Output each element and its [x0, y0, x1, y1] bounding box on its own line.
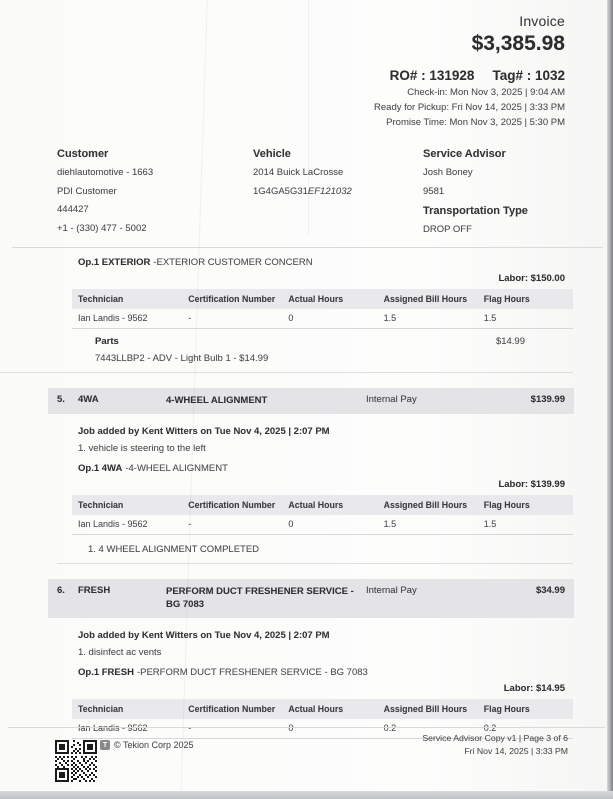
- labor-table-header-row: [72, 699, 573, 719]
- col-certification-number: Certification Number: [182, 495, 282, 515]
- col-actual-hours: Actual Hours: [282, 495, 377, 515]
- flag-hours-cell: 1.5: [478, 515, 573, 535]
- flag-hours-cell: 1.5: [478, 309, 573, 329]
- job-header-alignment: [48, 388, 574, 414]
- certification-cell: -: [182, 309, 282, 329]
- parts-total-row: [95, 336, 525, 347]
- labor-table-header-row: [72, 495, 573, 515]
- tech-story-line: 1. 4 WHEEL ALIGNMENT COMPLETED: [88, 543, 260, 555]
- op-line-freshener: [78, 667, 565, 678]
- invoice-total: $3,385.98: [471, 32, 565, 55]
- job-price: $34.99: [535, 584, 565, 596]
- col-flag-hours: Flag Hours: [478, 495, 573, 515]
- service-advisor-name: Josh Boney: [423, 167, 473, 178]
- job-pay-type: Internal Pay: [366, 584, 417, 596]
- promise-time: Promise Time: Mon Nov 3, 2025 | 5:30 PM: [386, 117, 565, 128]
- checkin-time: Check-in: Mon Nov 3, 2025 | 9:04 AM: [407, 87, 565, 98]
- col-flag-hours: Flag Hours: [478, 699, 573, 719]
- technician-cell: Ian Landis - 9562: [72, 515, 182, 535]
- qr-code-icon: [55, 740, 97, 782]
- labor-table-exterior: [72, 289, 573, 329]
- col-assigned-bill-hours: Assigned Bill Hours: [378, 289, 478, 309]
- job-added-by-line: Job added by Kent Witters on Tue Nov 4, 2025 | 2:07 PM: [78, 629, 330, 641]
- job-price: $139.99: [530, 393, 565, 405]
- vehicle-block: [253, 148, 423, 237]
- scan-streak: [308, 0, 309, 235]
- service-advisor-id: 9581: [423, 185, 445, 197]
- col-technician: Technician: [72, 495, 182, 515]
- job-header-freshener: [48, 579, 574, 618]
- labor-total-freshener: Labor: $14.95: [503, 682, 565, 694]
- ready-for-pickup-time: Ready for Pickup: Fri Nov 14, 2025 | 3:33 PM: [374, 102, 565, 113]
- labor-table-header-row: [72, 289, 573, 309]
- vehicle-vin: 1G4GA5G31EF121032: [253, 185, 352, 197]
- op-desc: -4-WHEEL ALIGNMENT: [125, 462, 228, 474]
- vehicle-model: 2014 Buick LaCrosse: [253, 167, 344, 178]
- customer-label: Customer: [57, 148, 109, 160]
- certification-cell: -: [182, 515, 282, 535]
- copyright-text: © Tekion Corp 2025: [114, 740, 194, 750]
- customer-phone: +1 - (330) 477 - 5002: [57, 222, 147, 234]
- section-separator: [57, 563, 573, 564]
- customer-number: 444427: [57, 204, 89, 215]
- printed-at-text: Fri Nov 14, 2025 | 3:33 PM: [464, 746, 568, 756]
- op-code: Op.1 4WA: [78, 462, 123, 474]
- col-assigned-bill-hours: Assigned Bill Hours: [378, 699, 478, 719]
- service-advisor-label: Service Advisor: [423, 148, 506, 160]
- labor-total-exterior: Labor: $150.00: [498, 272, 565, 284]
- customer-block: [57, 148, 253, 237]
- technician-cell: Ian Landis - 9562: [72, 309, 182, 329]
- footer-meta: [422, 732, 568, 758]
- job-title: PERFORM DUCT FRESHENER SERVICE - BG 7083: [166, 585, 354, 610]
- advisor-block: [423, 148, 573, 237]
- customer-name: PDI Customer: [57, 185, 117, 197]
- col-actual-hours: Actual Hours: [282, 289, 377, 309]
- parts-total: $14.99: [495, 335, 525, 347]
- job-added-by-line: Job added by Kent Witters on Tue Nov 4, 2025 | 2:07 PM: [78, 425, 330, 437]
- header-separator: [12, 247, 603, 248]
- labor-table-row: [72, 515, 573, 535]
- col-certification-number: Certification Number: [182, 289, 282, 309]
- vehicle-label: Vehicle: [253, 148, 291, 160]
- parts-section: [0, 336, 573, 373]
- job-number: 5.: [57, 393, 65, 405]
- customer-concern-line: 1. disinfect ac vents: [78, 646, 162, 658]
- scan-edge-right: [607, 0, 613, 799]
- copy-version-text: Service Advisor Copy v1 | Page 3 of 6: [422, 733, 568, 743]
- job-title: 4-WHEEL ALIGNMENT: [166, 394, 268, 406]
- actual-hours-cell: 0: [282, 309, 377, 329]
- op-code: Op.1 FRESH: [78, 666, 134, 678]
- invoice-title: Invoice: [519, 13, 565, 29]
- labor-total-alignment: Labor: $139.99: [498, 478, 565, 490]
- col-technician: Technician: [72, 699, 182, 719]
- op-line-alignment: [78, 463, 565, 474]
- job-code: 4WA: [78, 393, 99, 405]
- footer-copyright: [100, 732, 194, 758]
- actual-hours-cell: 0: [282, 515, 377, 535]
- labor-table-alignment: [72, 495, 573, 535]
- col-flag-hours: Flag Hours: [478, 289, 573, 309]
- assigned-bill-hours-cell: 1.5: [378, 309, 478, 329]
- op-desc: -EXTERIOR CUSTOMER CONCERN: [153, 256, 313, 268]
- op-line-exterior: [78, 257, 565, 268]
- assigned-bill-hours-cell: 1.5: [378, 515, 478, 535]
- col-certification-number: Certification Number: [182, 699, 282, 719]
- labor-table-row: [72, 309, 573, 329]
- footer-separator: [8, 727, 605, 728]
- invoice-header: [0, 13, 565, 128]
- job-pay-type: Internal Pay: [366, 393, 417, 405]
- ro-tag-line: [0, 68, 565, 83]
- tag-number: Tag# : 1032: [492, 68, 565, 83]
- op-code: Op.1 EXTERIOR: [78, 256, 151, 268]
- job-code: FRESH: [78, 584, 111, 596]
- customer-dealer: diehlautomotive - 1663: [57, 167, 154, 178]
- parties-section: [57, 148, 573, 237]
- col-assigned-bill-hours: Assigned Bill Hours: [378, 495, 478, 515]
- tekion-logo-icon: T: [100, 740, 110, 750]
- transportation-type-value: DROP OFF: [423, 223, 472, 235]
- job-number: 6.: [57, 584, 65, 596]
- transportation-type-label: Transportation Type: [423, 204, 528, 217]
- customer-concern-line: 1. vehicle is steering to the left: [78, 442, 206, 454]
- scan-edge-bottom: [0, 791, 613, 799]
- ro-number: RO# : 131928: [389, 68, 475, 83]
- col-technician: Technician: [72, 289, 182, 309]
- page-footer: [0, 727, 613, 758]
- col-actual-hours: Actual Hours: [282, 699, 377, 719]
- parts-label: Parts: [95, 335, 119, 347]
- op-desc: -PERFORM DUCT FRESHENER SERVICE - BG 7083: [136, 666, 368, 678]
- parts-item-line: 7443LLBP2 - ADV - Light Bulb 1 - $14.99: [95, 352, 269, 364]
